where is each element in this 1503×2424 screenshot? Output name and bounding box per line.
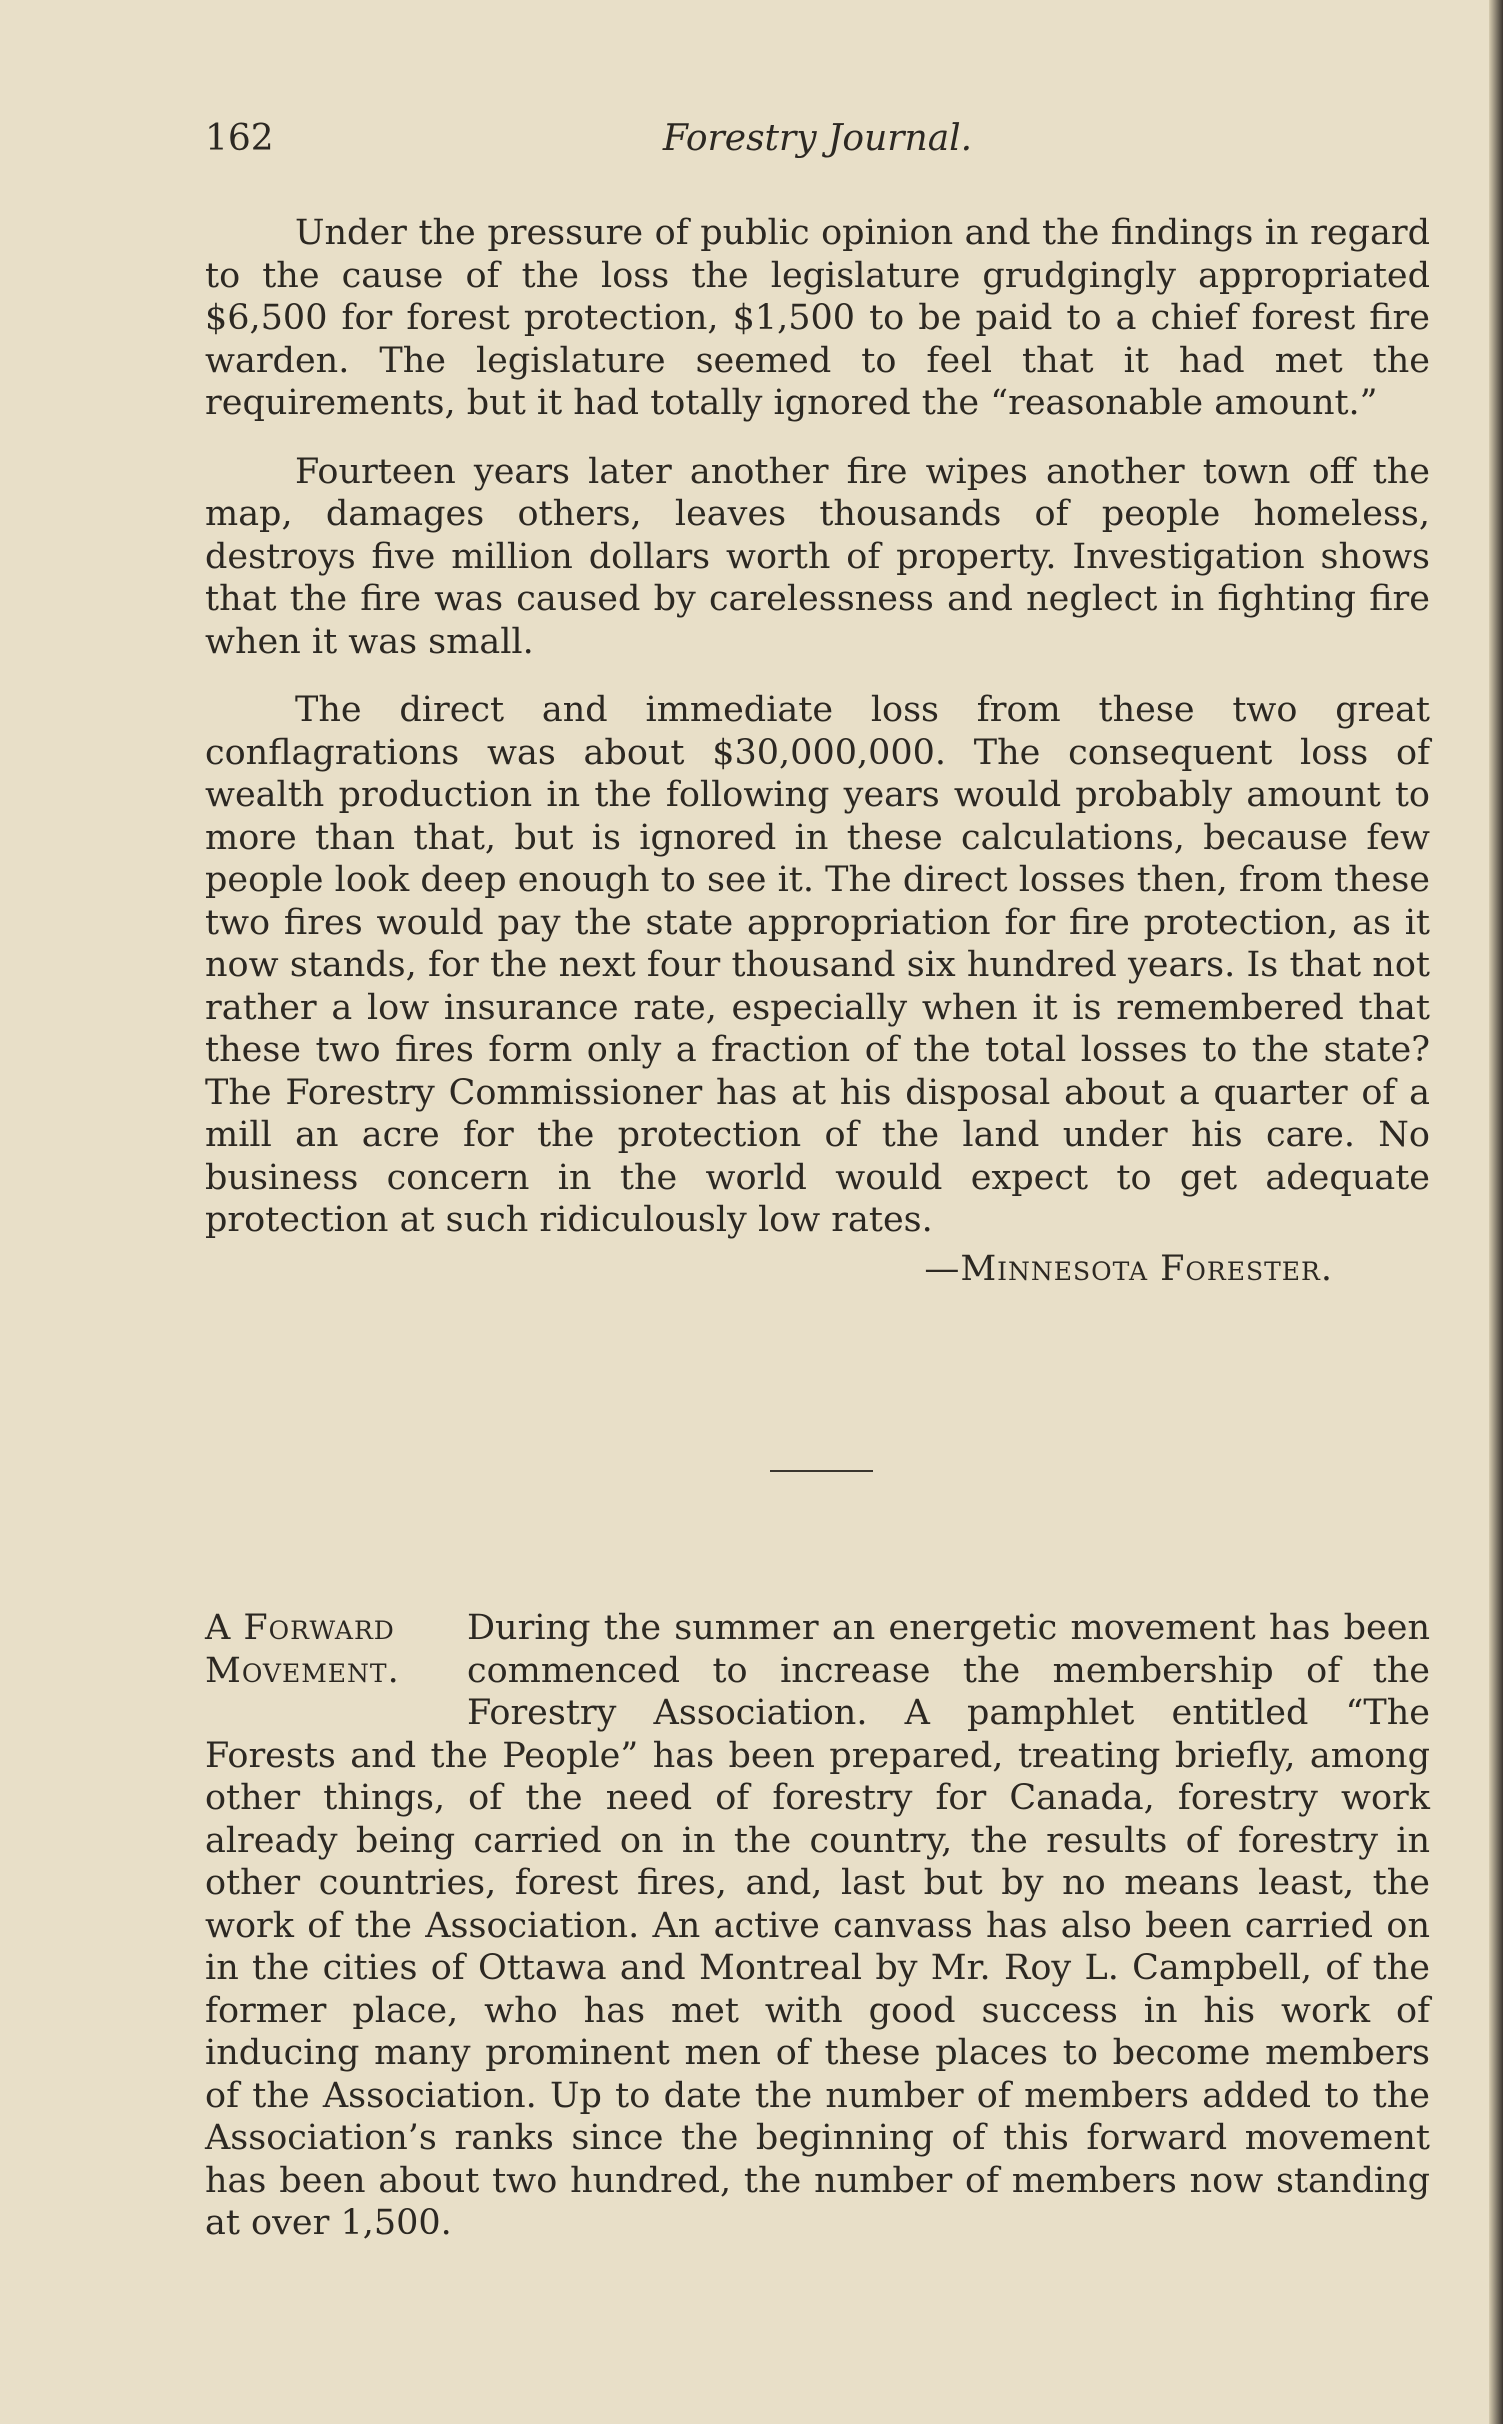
running-head [205, 118, 1430, 168]
side-heading-line: Movement. [205, 1650, 400, 1691]
side-heading [205, 1607, 467, 1697]
paragraph: Fourteen years later another fire wipes another town off the map, damages others, leaves thousands of people homeless, destroys five million dollars worth of property. Investigation shows that the fire was caused by carelessness and neglect in fighting fire when it was small. [205, 451, 1430, 662]
side-heading-line: A Forward [205, 1608, 395, 1648]
article-minnesota-forester [205, 212, 1430, 1290]
paragraph: During the summer an energetic movement has been commenced to increase the membership of the Forestry Association. A pamphlet entitled “The Forests and the People” has been prepared, treating briefly, among other things, of the need of forestry for Canada, forestry work already being carried on in the country, the results of forestry in other countries, forest fires, and, last but by no means least, the work of the Association. An active canvass has also been carried on in the cities of Ottawa and Montreal by Mr. Roy L. Campbell, of the former place, who has met with good success in his work of inducing many prominent men of these places to become members of the Association. Up to date the number of members added to the Association’s ranks since the beginning of this forward movement has been about two hundred, the number of members now standing at over 1,500. [205, 1608, 1430, 2243]
journal-title: Forestry Journal. [662, 118, 973, 159]
paragraph: The direct and immediate loss from these two great conflagrations was about $30,000,000. The consequent loss of wealth production in the following years would probably amount to more than that, but is ignored in these calculations, because few people look deep enough to see it. The direct losses then, from these two fires would pay the state appropriation for fire protection, as it now stands, for the next four thousand six hundred years. Is that not rather a low insurance rate, especially when it is remembered that these two fires form only a fraction of the total losses to the state? The Forestry Commissioner has at his disposal about a quarter of a mill an acre for the protection of the land under his care. No business concern in the world would expect to get adequate protection at such ridiculously low rates. [205, 690, 1430, 1240]
article-forward-movement [205, 1607, 1430, 2245]
page-number: 162 [205, 118, 274, 159]
section-divider [770, 1470, 873, 1472]
paragraph: Under the pressure of public opinion and the findings in regard to the cause of the loss the legislature grudgingly appropriated $6,500 for forest protection, $1,500 to be paid to a chief forest fire warden. The legislature seemed to feel that it had met the requirements, but it had totally ignored the “reasonable amount.” [205, 213, 1430, 423]
attribution: —Minnesota Forester. [924, 1248, 1333, 1289]
page-edge [1489, 0, 1503, 2424]
